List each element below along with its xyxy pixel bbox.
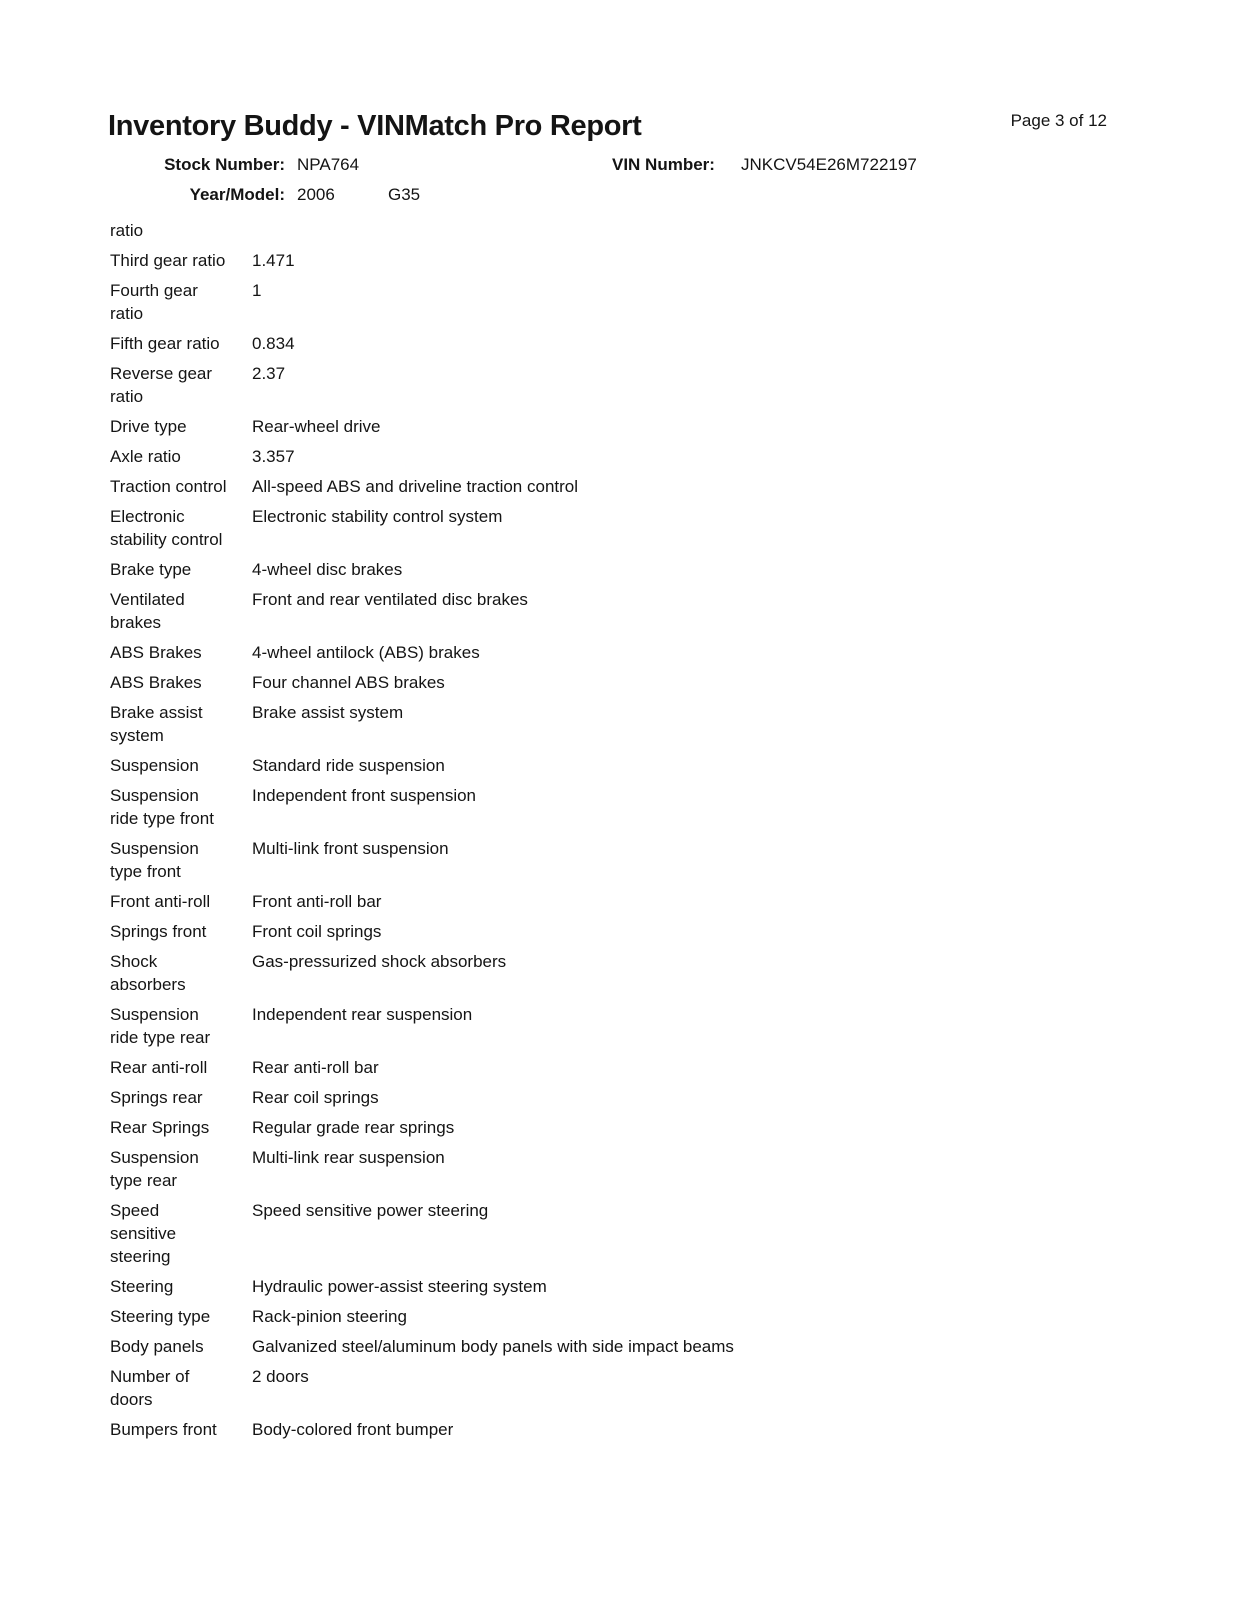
report-header — [0, 0, 1237, 144]
spec-value: Electronic stability control system — [252, 507, 503, 526]
vin-number-label: VIN Number: — [612, 155, 715, 174]
spec-label: Bumpers front — [110, 1420, 217, 1439]
spec-value: Multi-link rear suspension — [252, 1148, 445, 1167]
spec-row — [110, 641, 1197, 664]
spec-row — [110, 920, 1197, 943]
spec-row — [110, 475, 1197, 498]
spec-value: 4-wheel disc brakes — [252, 560, 403, 579]
spec-label: Suspension type rear — [110, 1148, 199, 1190]
spec-value: 2.37 — [252, 364, 286, 383]
spec-value: 1.471 — [252, 251, 295, 270]
spec-label: Suspension type front — [110, 839, 199, 881]
page-title: Inventory Buddy - VINMatch Pro Report — [108, 110, 642, 142]
stock-number-label: Stock Number: — [164, 155, 285, 174]
spec-row — [110, 950, 1197, 996]
spec-row — [110, 558, 1197, 581]
spec-label: Steering — [110, 1277, 174, 1296]
spec-label: Springs rear — [110, 1088, 203, 1107]
spec-value: Independent rear suspension — [252, 1005, 473, 1024]
page-indicator: Page 3 of 12 — [1010, 111, 1107, 130]
spec-row — [110, 415, 1197, 438]
spec-value: Front and rear ventilated disc brakes — [252, 590, 528, 609]
spec-row — [110, 332, 1197, 355]
spec-value: Front anti-roll bar — [252, 892, 382, 911]
spec-value: Rear anti-roll bar — [252, 1058, 379, 1077]
spec-row — [110, 1199, 1197, 1268]
spec-label: Suspension — [110, 756, 199, 775]
spec-value: All-speed ABS and driveline traction control — [252, 477, 579, 496]
spec-label: Body panels — [110, 1337, 204, 1356]
spec-table — [110, 219, 1197, 1441]
spec-value: Front coil springs — [252, 922, 382, 941]
spec-value: Rear coil springs — [252, 1088, 379, 1107]
spec-label: Suspension ride type rear — [110, 1005, 211, 1047]
stock-number-value: NPA764 — [297, 155, 360, 174]
spec-value: Rear-wheel drive — [252, 417, 381, 436]
spec-value: Speed sensitive power steering — [252, 1201, 489, 1220]
spec-row — [110, 362, 1197, 408]
spec-row — [110, 1056, 1197, 1079]
spec-label: Number of doors — [110, 1367, 190, 1409]
spec-row — [110, 1003, 1197, 1049]
spec-row — [110, 1275, 1197, 1298]
spec-value: Multi-link front suspension — [252, 839, 449, 858]
spec-label: Front anti-roll — [110, 892, 211, 911]
spec-value: Rack-pinion steering — [252, 1307, 407, 1326]
year-model-value — [297, 180, 600, 210]
spec-value: Brake assist system — [252, 703, 404, 722]
spec-label: Fifth gear ratio — [110, 334, 220, 353]
spec-label: Speed sensitive steering — [110, 1201, 177, 1266]
spec-label: Drive type — [110, 417, 187, 436]
spec-value: 1 — [252, 281, 262, 300]
spec-value: 3.357 — [252, 447, 295, 466]
spec-row — [110, 784, 1197, 830]
spec-value: Hydraulic power-assist steering system — [252, 1277, 547, 1296]
spec-label: Electronic stability control — [110, 507, 223, 549]
spec-row — [110, 754, 1197, 777]
spec-label: Brake type — [110, 560, 192, 579]
model-value: G35 — [388, 185, 421, 204]
spec-label: Reverse gear ratio — [110, 364, 213, 406]
spec-label: ratio — [110, 221, 144, 240]
spec-value: Standard ride suspension — [252, 756, 445, 775]
spec-label: Third gear ratio — [110, 251, 226, 270]
spec-label: Traction control — [110, 477, 227, 496]
spec-label: Brake assist system — [110, 703, 203, 745]
spec-row — [110, 219, 1197, 242]
spec-label: Steering type — [110, 1307, 211, 1326]
spec-value: Galvanized steel/aluminum body panels with side impact beams — [252, 1337, 734, 1356]
spec-row — [110, 249, 1197, 272]
spec-row — [110, 279, 1197, 325]
spec-label: ABS Brakes — [110, 673, 202, 692]
spec-label: Ventilated brakes — [110, 590, 185, 632]
spec-row — [110, 1146, 1197, 1192]
spec-row — [110, 588, 1197, 634]
spec-label: Springs front — [110, 922, 207, 941]
spec-label: ABS Brakes — [110, 643, 202, 662]
spec-row — [110, 1086, 1197, 1109]
spec-label: Suspension ride type front — [110, 786, 214, 828]
spec-value: Four channel ABS brakes — [252, 673, 445, 692]
spec-label: Fourth gear ratio — [110, 281, 198, 323]
spec-row — [110, 1116, 1197, 1139]
vehicle-info — [110, 150, 1237, 210]
spec-row — [110, 1365, 1197, 1411]
spec-value: 0.834 — [252, 334, 295, 353]
year-value: 2006 — [297, 185, 335, 204]
spec-row — [110, 701, 1197, 747]
spec-label: Rear anti-roll — [110, 1058, 208, 1077]
spec-value: Independent front suspension — [252, 786, 477, 805]
spec-row — [110, 1418, 1197, 1441]
spec-value: Regular grade rear springs — [252, 1118, 455, 1137]
spec-value: 4-wheel antilock (ABS) brakes — [252, 643, 480, 662]
spec-label: Rear Springs — [110, 1118, 210, 1137]
spec-value: Gas-pressurized shock absorbers — [252, 952, 507, 971]
spec-label: Shock absorbers — [110, 952, 186, 994]
spec-value: Body-colored front bumper — [252, 1420, 454, 1439]
spec-row — [110, 1335, 1197, 1358]
spec-row — [110, 837, 1197, 883]
spec-row — [110, 505, 1197, 551]
spec-value: 2 doors — [252, 1367, 309, 1386]
spec-row — [110, 445, 1197, 468]
spec-label: Axle ratio — [110, 447, 181, 466]
spec-row — [110, 671, 1197, 694]
vin-number-value: JNKCV54E26M722197 — [741, 155, 917, 174]
spec-row — [110, 1305, 1197, 1328]
spec-row — [110, 890, 1197, 913]
year-model-label: Year/Model: — [189, 185, 285, 204]
